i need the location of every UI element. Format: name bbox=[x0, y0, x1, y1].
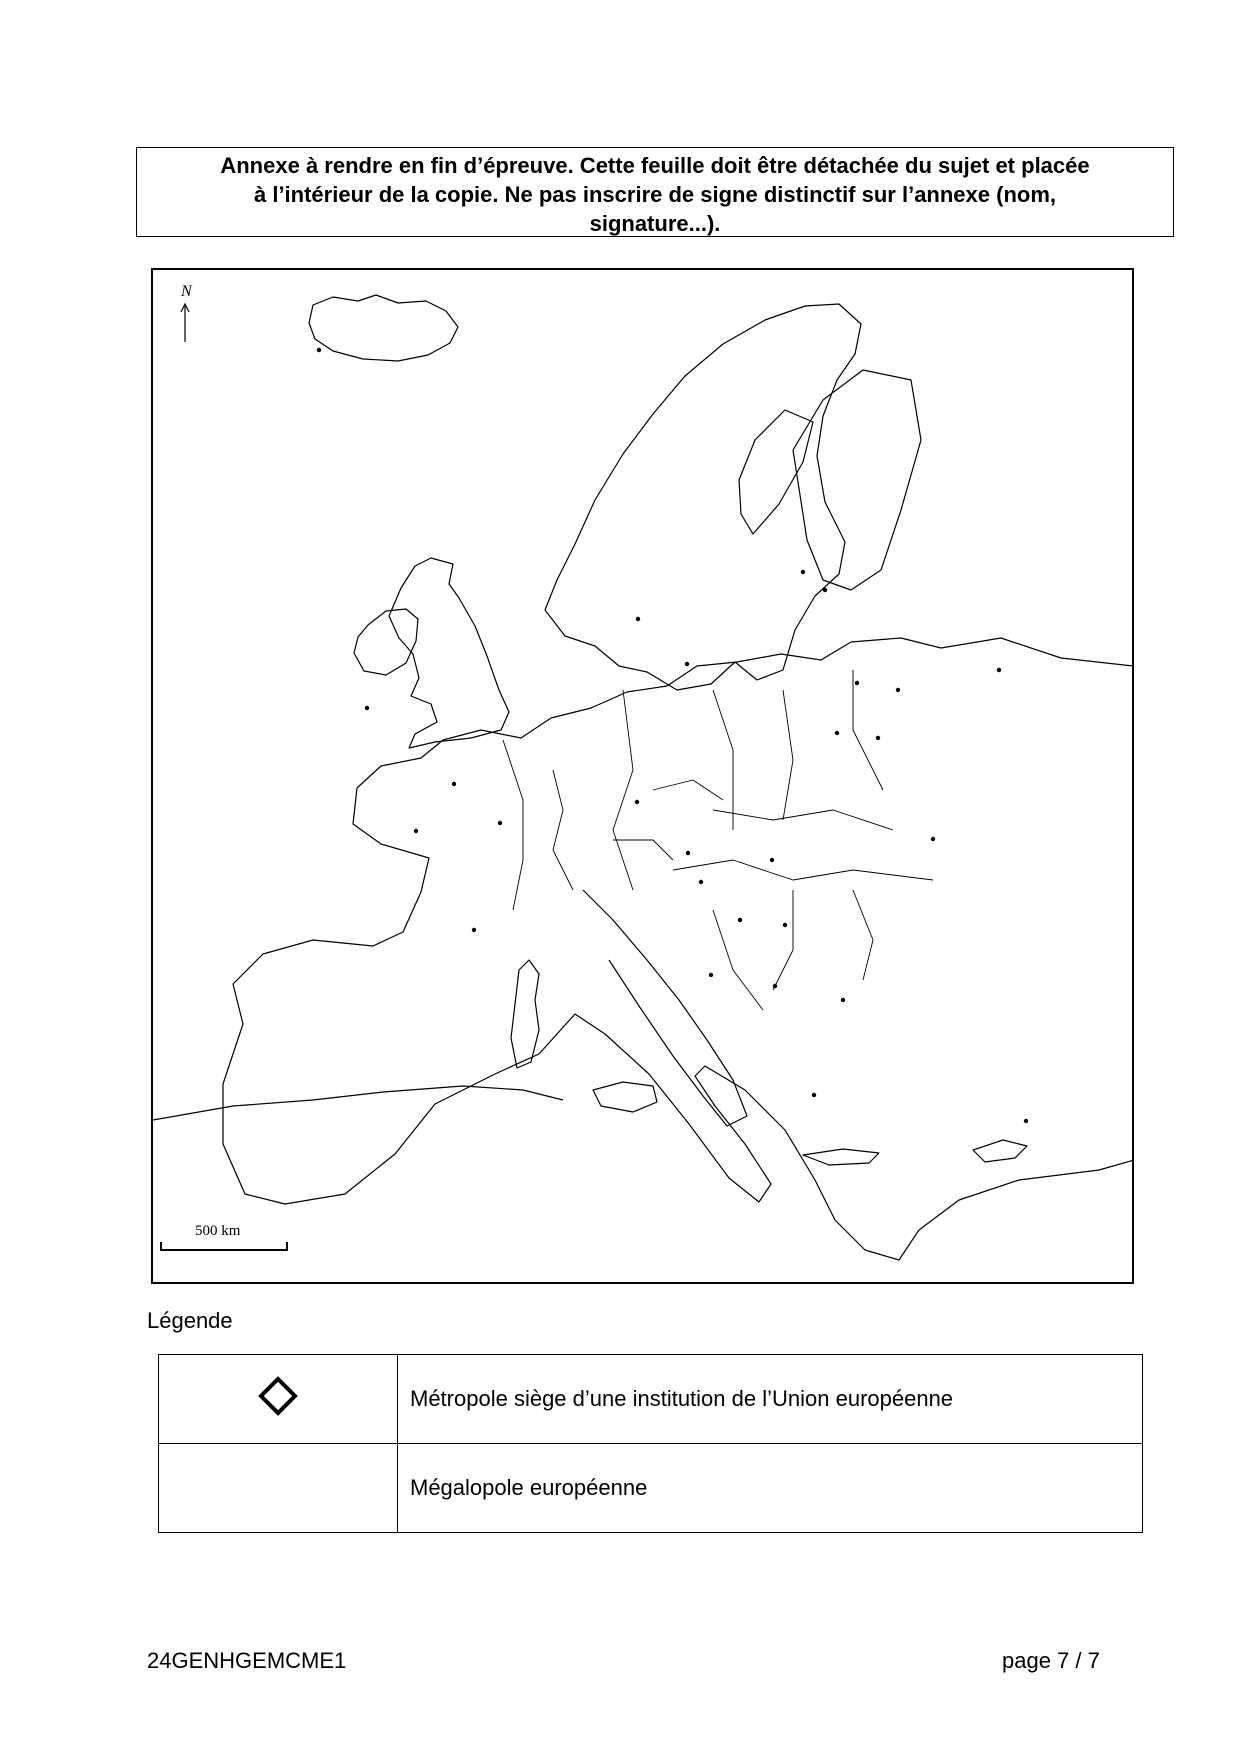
instructions-line-1: Annexe à rendre en fin d’épreuve. Cette feuille doit être détachée du sujet et placée bbox=[220, 153, 1090, 178]
iceland-outline bbox=[309, 295, 458, 361]
north-label: N bbox=[181, 283, 192, 300]
legend-symbol-cell bbox=[159, 1355, 398, 1444]
legend-title: Légende bbox=[147, 1308, 233, 1333]
great-britain-outline bbox=[389, 558, 509, 748]
instructions-line-3: signature...). bbox=[589, 211, 721, 236]
sicily-outline bbox=[593, 1082, 657, 1112]
scale-label: 500 km bbox=[195, 1223, 241, 1239]
capital-dots bbox=[317, 348, 1028, 1123]
legend-label-eu-institution: Métropole siège d’une institution de l’Union européenne bbox=[398, 1355, 1143, 1444]
europe-map bbox=[151, 268, 1134, 1284]
italy-outline bbox=[583, 890, 747, 1126]
europe-map-drawing bbox=[153, 270, 1132, 1282]
scandinavia-outline bbox=[545, 304, 861, 690]
scale-bar bbox=[161, 1242, 287, 1250]
legend-row bbox=[159, 1355, 1143, 1444]
legend-row bbox=[159, 1444, 1143, 1533]
corsica-sardinia-outline bbox=[511, 960, 539, 1068]
legend-label-megalopolis: Mégalopole européenne bbox=[398, 1444, 1143, 1533]
finland-outline bbox=[793, 370, 921, 590]
crete-outline bbox=[803, 1149, 879, 1165]
continent-outline bbox=[223, 638, 1132, 1260]
internal-borders bbox=[503, 670, 933, 1010]
instructions-box bbox=[136, 147, 1174, 237]
instructions-line-2: à l’intérieur de la copie. Ne pas inscrire de signe distinctif sur l’annexe (nom, bbox=[253, 182, 1056, 207]
legend-table bbox=[158, 1354, 1143, 1533]
north-africa-coast bbox=[153, 1086, 563, 1120]
diamond-icon bbox=[256, 1374, 300, 1418]
gulf-of-bothnia bbox=[739, 410, 813, 534]
document-code: 24GENHGEMCME1 bbox=[147, 1648, 347, 1673]
legend-symbol-cell-empty bbox=[159, 1444, 398, 1533]
page-number: page 7 / 7 bbox=[1002, 1648, 1100, 1673]
ireland-outline bbox=[354, 609, 418, 675]
cyprus-outline bbox=[973, 1140, 1027, 1162]
